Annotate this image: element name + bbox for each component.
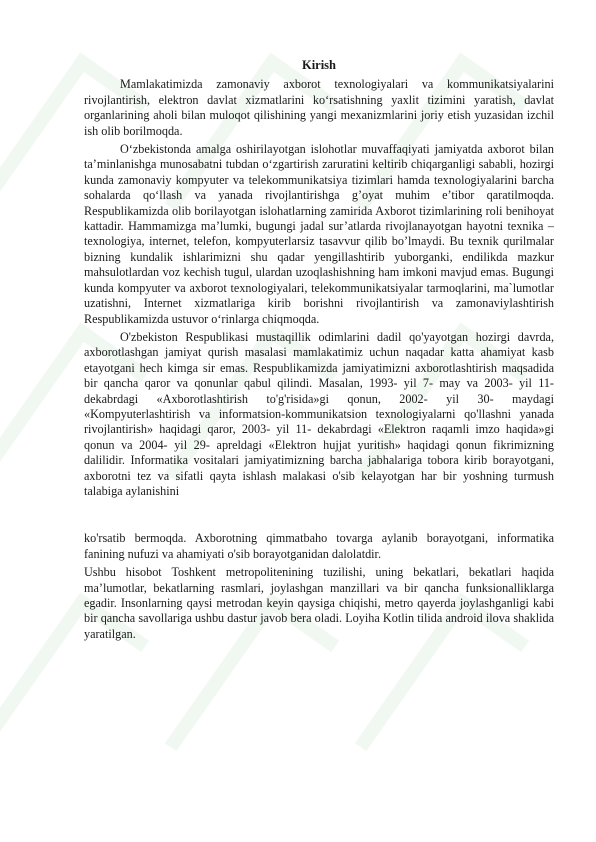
section-title: Kirish	[301, 58, 337, 72]
paragraph-4: ko'rsatib bermoqda. Axborotning qimmatbaho tovarga aylanib borayotgani, informatika fanining nufuzi va ahamiyati o'sib borayotganidan dalolatdir.	[84, 531, 554, 561]
paragraph-1: Mamlakatimizda zamonaviy axborot texnologiyalari va kommunikatsiyalarini rivojlantirish, elektron davlat xizmatlarini ko‘rsatishning yaxlit tizimini yaratish, davlat organlarining aholi bilan muloqot qilishining yangi mexanizmlarini joriy etish yuzasidan izchil ish olib borilmoqda.	[84, 77, 554, 138]
paragraph-3: O'zbekiston Respublikasi mustaqillik odimlarini dadil qo'yayotgan hozirgi davrda, axborotlashgan jamiyat qurish masalasi mamlakatimiz uchun naqadar katta ahamiyat kasb etayotgani hech kimga sir emas. Respublikamizda jamiyatimizni axborotlashtirish maqsadida bir qancha qaror va qonunlar qabul qilindi. Masalan, 1993- yil 7- may va 2003- yil 11- dekabrdagi «Axborotlashtirish to'g'risida»gi qonun, 2002- yil 30- maydagi «Kompyuterlashtirish va informatsion-kommunikatsion texnologiyalarni qo'llashni yanada rivojlantirish» haqidagi qaror, 2003- yil 11- dekabrdagi «Elektron raqamli imzo haqida»gi qonun va 2004- yil 29- apreldagi «Elektron hujjat yuritish» haqidagi qonun fikrimizning dalilidir. Informatika vositalari jamiyatimizning barcha jabhalariga tobora kirib borayotgani, axborotni tez va sifatli qayta ishlash malakasi o'sib kelayotgan har bir yoshning turmush talabiga aylanishini	[84, 329, 554, 498]
document-page	[84, 50, 554, 642]
page-break-space	[84, 499, 554, 531]
paragraph-2: O‘zbekistonda amalga oshirilayotgan islohotlar muvaffaqiyati jamiyatda axborot bilan ta’minlanishga munosabatni tubdan o‘zgartirish zaruratini keltirib chiqarganligi sababli, hozirgi kunda zamonaviy kompyuter va telekommunikatsiya tizimlari hamda texnologiyalarini barcha sohalarda qo‘llash va yanada rivojlantirishga g’oyat muhim e’tibor qaratilmoqda. Respublikamizda olib borilayotgan islohatlarning zamirida Axborot tizimlarining roli benihoyat kattadir. Hammamizga ma’lumki, bugungi jadal sur’atlarda rivojlanayotgan hayotni texnika – texnologiya, internet, telefon, kompyuterlarsiz tasavvur qilib bo’lmaydi. Bu texnik qurilmalar bizning kundalik ishlarimizni shu qadar yengillashtirib yuborganki, endilikda mazkur mahsulotlardan voz kechish tugul, ulardan uzoqlashishning ham imkoni mavjud emas. Bugungi kunda kompyuter va axborot texnologiyalari, telekommunikatsiyalar tarmoqlarini, ma`lumotlar uzatishni, Internet xizmatlariga kirib borishni rivojlantirish va zamonaviylashtirish Respublikamizda ustuvor o‘rinlarga chiqmoqda.	[84, 142, 554, 326]
paragraph-5: Ushbu hisobot Toshkent metropolitenining tuzilishi, uning bekatlari, bekatlari haqida ma’lumotlar, bekatlarning rasmlari, joylashgan manzillari va bir qancha funksionalliklarga egadir. Insonlarning qaysi metrodan keyin qaysiga chiqishi, metro qayerda joylashganligi kabi bir qancha savollariga ushbu dastur javob bera oladi. Loyiha Kotlin tilida android ilova shaklida yaratilgan.	[84, 565, 554, 641]
